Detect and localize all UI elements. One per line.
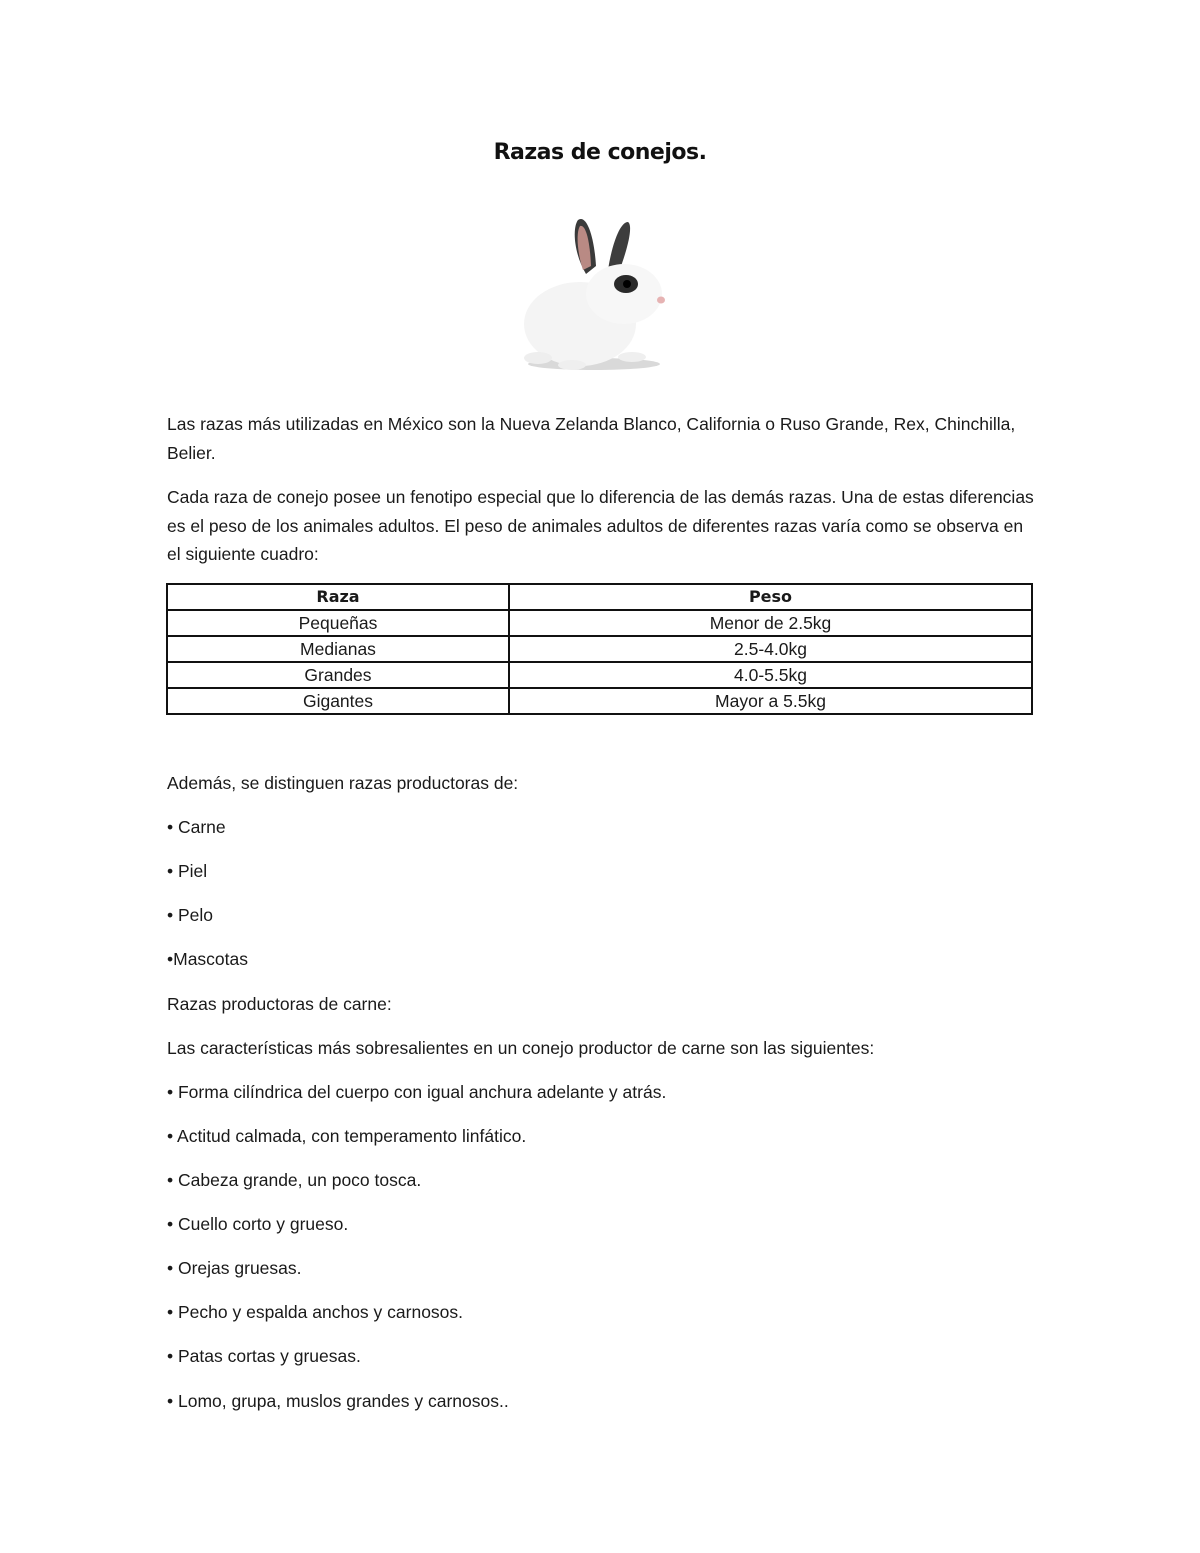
header-raza: Raza [167, 584, 509, 610]
list-item: • Carne [167, 817, 226, 837]
list-item: • Cuello corto y grueso. [167, 1214, 349, 1234]
list-item: •Mascotas [167, 949, 249, 969]
rabbit-image [516, 214, 672, 376]
list-item: • Piel [167, 861, 208, 881]
cell-peso: Mayor a 5.5kg [509, 688, 1032, 714]
table-header-row [167, 584, 1032, 610]
list-item: • Pelo [167, 905, 214, 925]
cell-raza: Gigantes [167, 688, 509, 714]
cell-raza: Grandes [167, 662, 509, 688]
producers-intro: Además, se distinguen razas productoras de: [167, 773, 519, 793]
header-peso: Peso [509, 584, 1032, 610]
cell-peso: 2.5-4.0kg [509, 636, 1032, 662]
list-item: • Actitud calmada, con temperamento linfático. [167, 1126, 527, 1146]
list-item: • Pecho y espalda anchos y carnosos. [167, 1302, 464, 1322]
meat-heading: Razas productoras de carne: [167, 994, 392, 1014]
cell-peso: 4.0-5.5kg [509, 662, 1032, 688]
list-item: • Orejas gruesas. [167, 1258, 302, 1278]
cell-raza: Medianas [167, 636, 509, 662]
list-item: • Patas cortas y gruesas. [167, 1346, 361, 1366]
weight-table [166, 583, 1033, 715]
table-row [167, 688, 1032, 714]
table-row [167, 662, 1032, 688]
table-row [167, 610, 1032, 636]
cell-raza: Pequeñas [167, 610, 509, 636]
table-row [167, 636, 1032, 662]
list-item: • Cabeza grande, un poco tosca. [167, 1170, 422, 1190]
list-item: • Forma cilíndrica del cuerpo con igual anchura adelante y atrás. [167, 1082, 667, 1102]
list-item: • Lomo, grupa, muslos grandes y carnosos.. [167, 1391, 509, 1411]
document-title: Razas de conejos. [493, 140, 707, 165]
paragraph-phenotype: Cada raza de conejo posee un fenotipo especial que lo diferencia de las demás razas. Una de estas diferencias es el peso de los animales adultos. El peso de animales adultos de diferentes razas varía como se observa en el siguiente cuadro: [167, 487, 1034, 564]
paragraph-breeds-mexico: Las razas más utilizadas en México son la Nueva Zelanda Blanco, California o Ruso Grande, Rex, Chinchilla, Belier. [167, 414, 1016, 463]
cell-peso: Menor de 2.5kg [509, 610, 1032, 636]
meat-intro: Las características más sobresalientes en un conejo productor de carne son las siguientes: [167, 1038, 875, 1058]
